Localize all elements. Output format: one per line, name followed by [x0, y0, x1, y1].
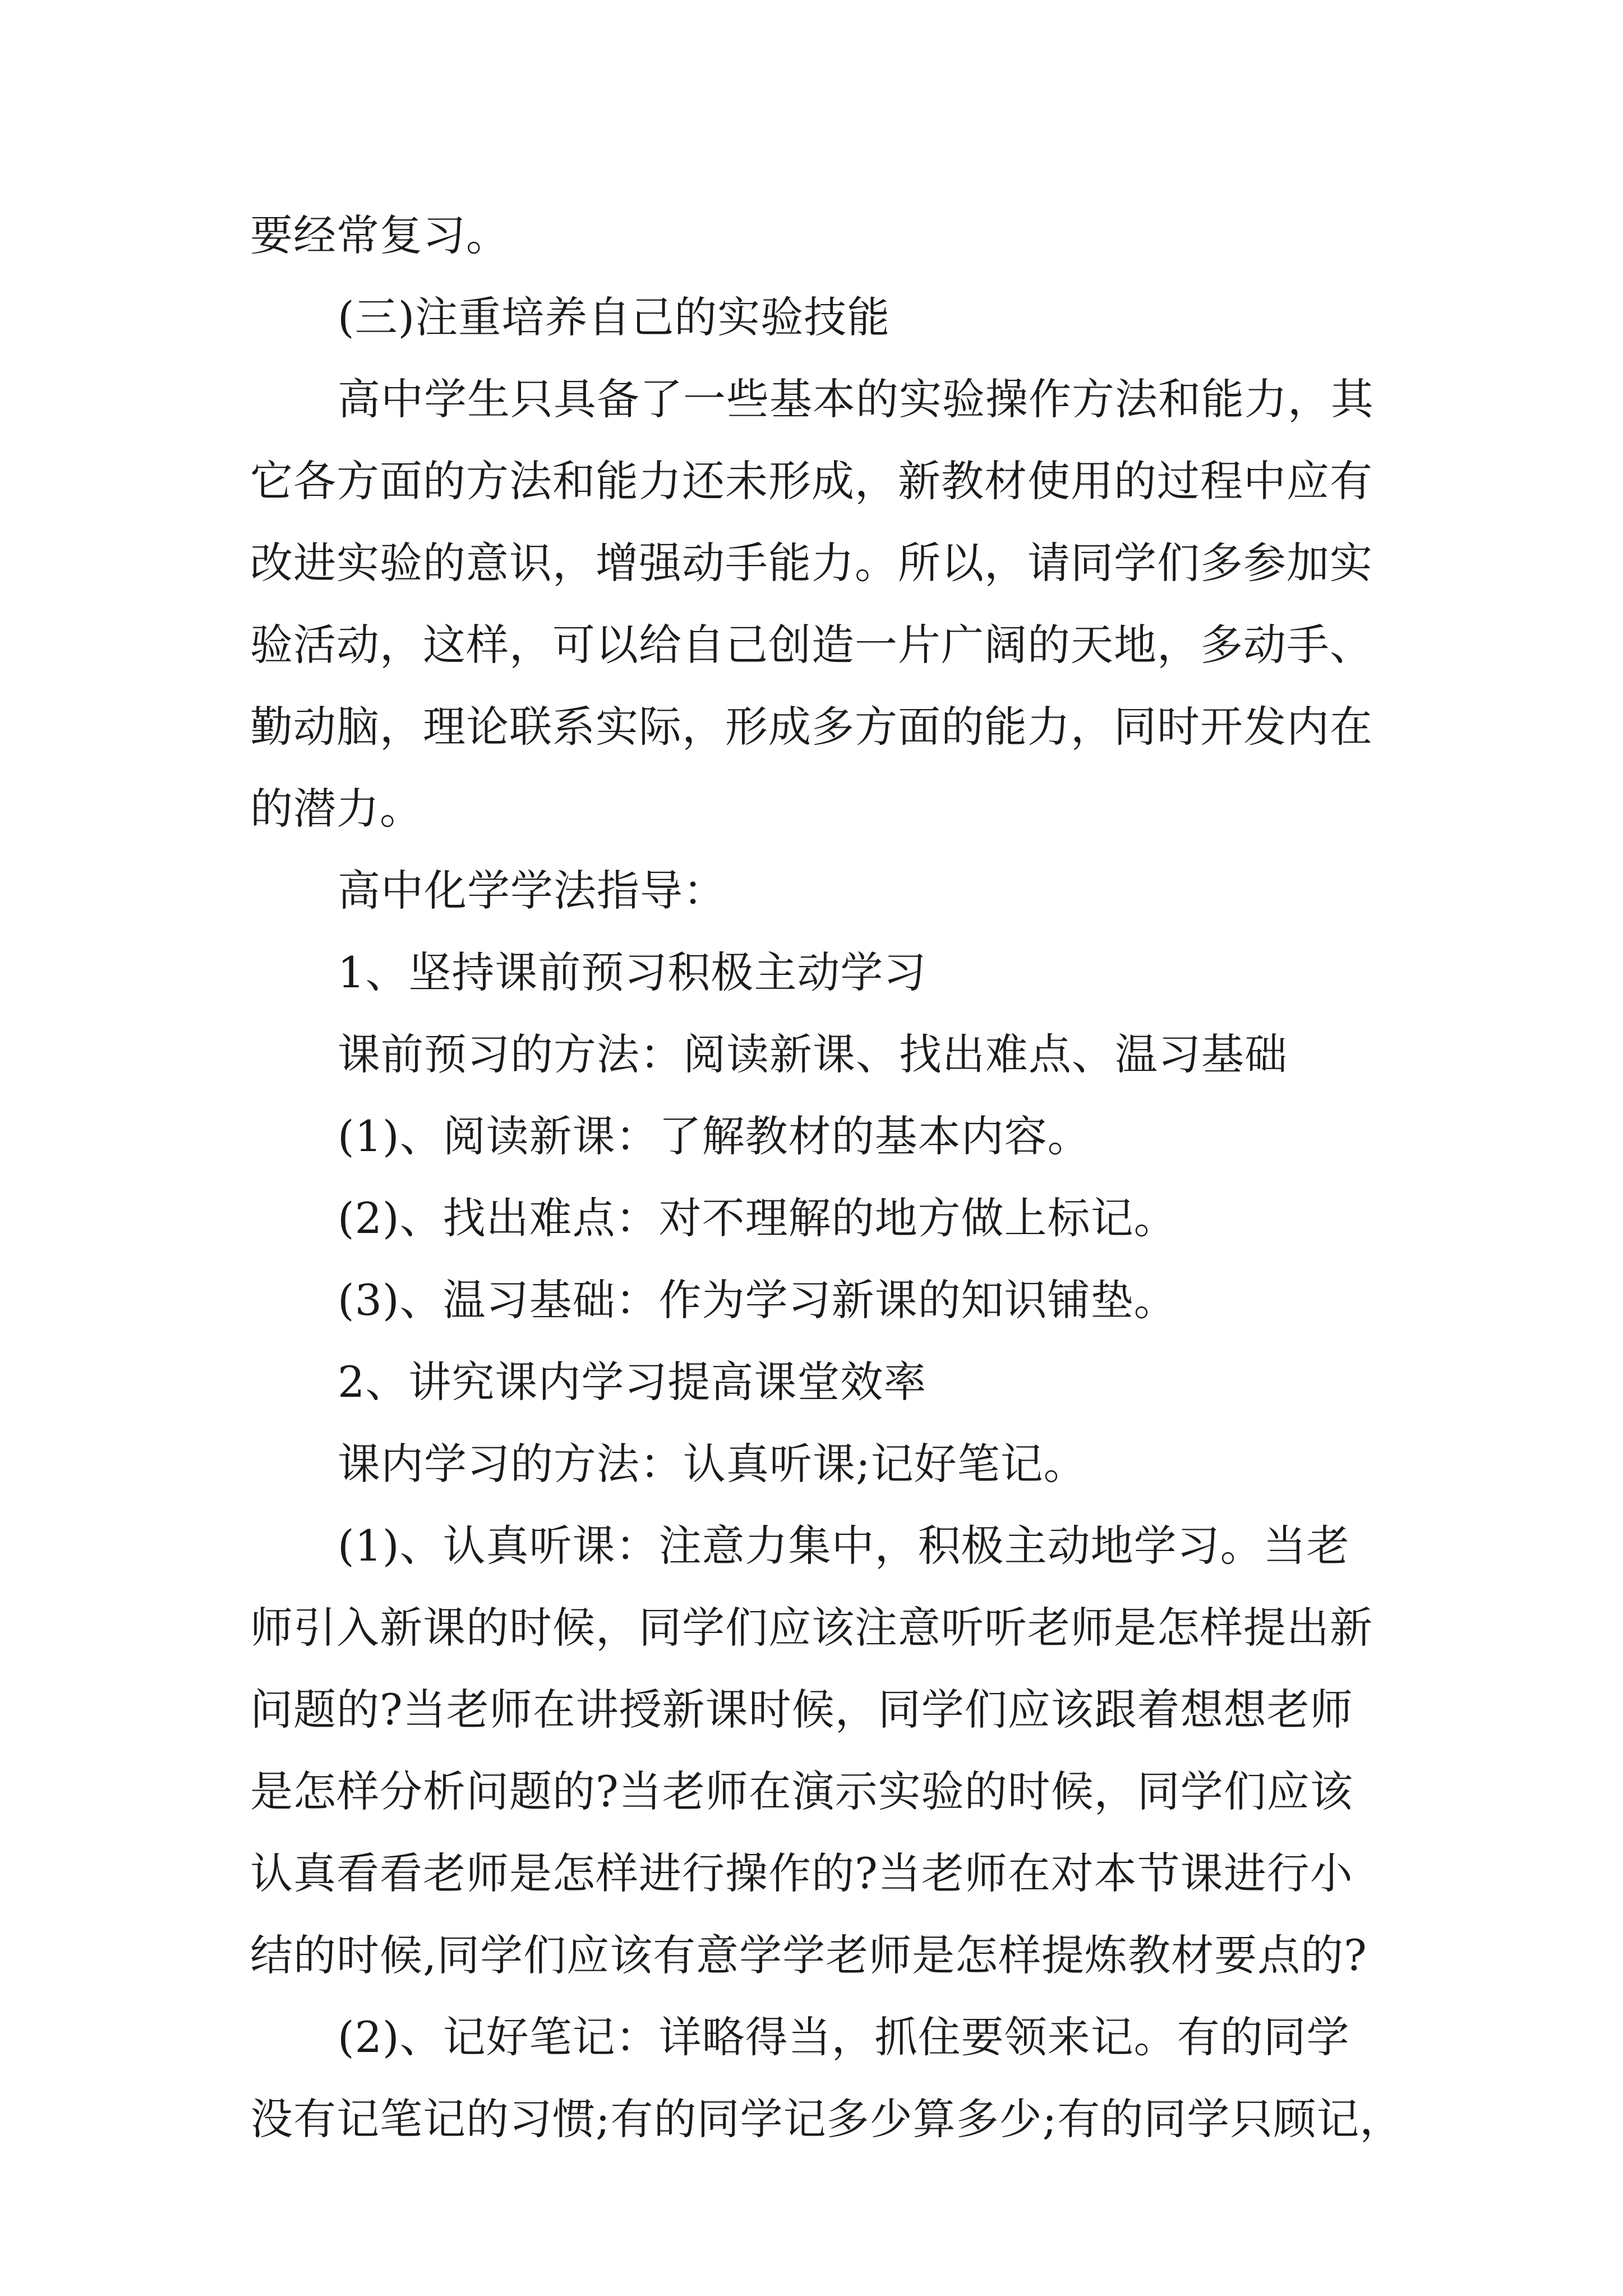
list-item: (2)、记好笔记：详略得当，抓住要领来记。有的同学 [338, 2012, 1350, 2062]
paragraph-line: 课前预习的方法：阅读新课、找出难点、温习基础 [338, 1029, 1288, 1079]
paragraph-line: 改进实验的意识，增强动手能力。所以，请同学们多参加实 [250, 538, 1373, 588]
section-heading: 2、讲究课内学习提高课堂效率 [338, 1357, 927, 1407]
section-heading: 1、坚持课前预习积极主动学习 [338, 947, 927, 997]
paragraph-line: 课内学习的方法：认真听课;记好笔记。 [338, 1439, 1087, 1489]
paragraph-line: 它各方面的方法和能力还未形成，新教材使用的过程中应有 [250, 456, 1373, 506]
section-heading: (三)注重培养自己的实验技能 [338, 292, 891, 342]
list-item: (2)、找出难点：对不理解的地方做上标记。 [338, 1193, 1177, 1243]
section-heading: 高中化学学法指导： [338, 866, 726, 915]
paragraph-line: 要经常复习。 [250, 210, 509, 260]
list-item: (3)、温习基础：作为学习新课的知识铺垫。 [338, 1275, 1177, 1325]
paragraph-line: 师引入新课的时候，同学们应该注意听听老师是怎样提出新 [250, 1603, 1373, 1653]
list-item: (1)、阅读新课：了解教材的基本内容。 [338, 1111, 1091, 1161]
paragraph-line: 结的时候,同学们应该有意学学老师是怎样提炼教材要点的? [250, 1930, 1367, 1980]
paragraph-line: 没有记笔记的习惯;有的同学记多少算多少;有的同学只顾记， [250, 2094, 1403, 2144]
list-item: (1)、认真听课：注意力集中，积极主动地学习。当老 [338, 1521, 1350, 1571]
paragraph-line: 问题的?当老师在讲授新课时候，同学们应该跟着想想老师 [250, 1685, 1353, 1734]
paragraph-line: 验活动，这样，可以给自己创造一片广阔的天地，多动手、 [250, 620, 1373, 670]
paragraph-line: 的潜力。 [250, 784, 423, 834]
document-body [250, 195, 1403, 2160]
paragraph-line: 认真看看老师是怎样进行操作的?当老师在对本节课进行小 [250, 1848, 1353, 1898]
paragraph-line: 高中学生只具备了一些基本的实验操作方法和能力，其 [338, 374, 1374, 424]
paragraph-line: 是怎样分析问题的?当老师在演示实验的时候，同学们应该 [250, 1766, 1353, 1816]
paragraph-line: 勤动脑，理论联系实际，形成多方面的能力，同时开发内在 [250, 702, 1373, 752]
